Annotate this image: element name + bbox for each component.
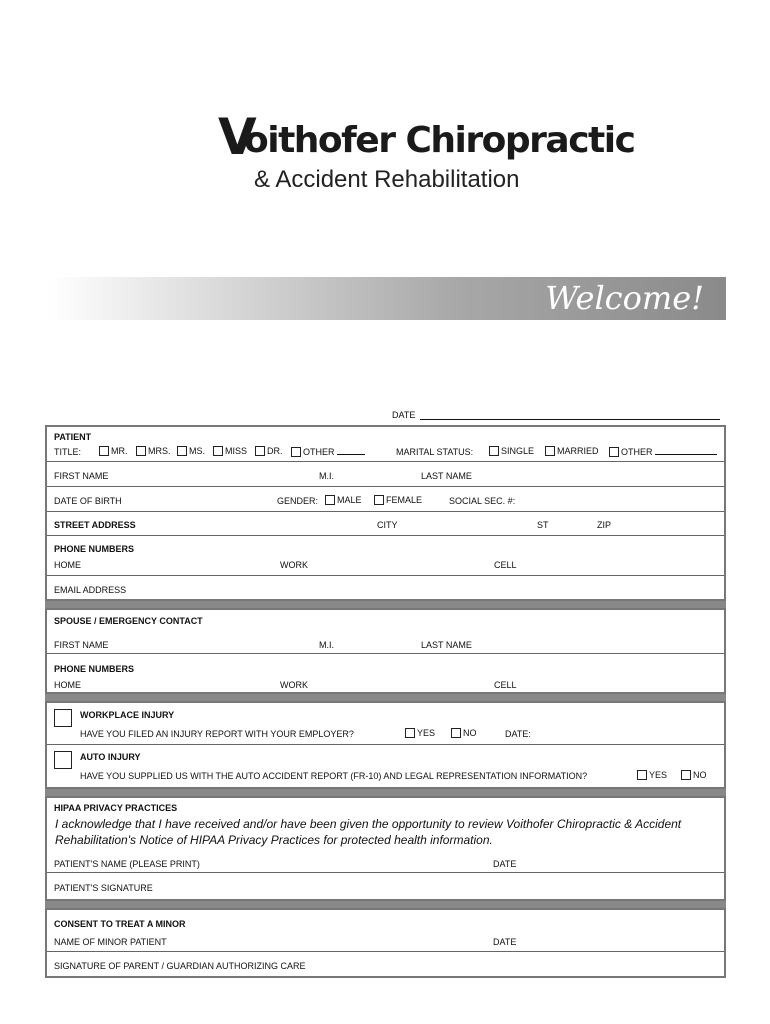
hipaa-heading: HIPAA PRIVACY PRACTICES <box>54 803 178 813</box>
spouse-last-name-label: LAST NAME <box>421 640 472 650</box>
form-date-field[interactable] <box>392 410 720 420</box>
patient-signature-label: PATIENT'S SIGNATURE <box>54 883 153 893</box>
workplace-yes-option[interactable]: YES <box>405 728 435 738</box>
injury-section <box>45 701 726 789</box>
single-checkbox[interactable] <box>489 446 499 456</box>
miss-checkbox[interactable] <box>213 446 223 456</box>
marital-other-option[interactable]: OTHER <box>609 446 717 457</box>
workplace-yes-checkbox[interactable] <box>405 728 415 738</box>
auto-no-checkbox[interactable] <box>681 770 691 780</box>
workplace-date-label: DATE: <box>505 729 531 739</box>
patient-signature-row[interactable] <box>47 873 724 899</box>
workplace-injury-row <box>47 703 724 745</box>
cell-phone-label: CELL <box>494 560 517 570</box>
spouse-work-label: WORK <box>280 680 308 690</box>
patient-phone-row[interactable] <box>47 536 724 576</box>
guardian-signature-label: SIGNATURE OF PARENT / GUARDIAN AUTHORIZING CARE <box>54 961 306 971</box>
mr-checkbox[interactable] <box>99 446 109 456</box>
title-miss-option[interactable]: MISS <box>213 446 247 456</box>
spouse-phone-heading: PHONE NUMBERS <box>54 664 135 674</box>
spouse-cell-label: CELL <box>494 680 517 690</box>
workplace-injury-checkbox[interactable] <box>54 709 72 727</box>
title-label: TITLE: <box>54 447 82 457</box>
dr-checkbox[interactable] <box>255 446 265 456</box>
date-line[interactable] <box>420 410 720 420</box>
auto-injury-heading: AUTO INJURY <box>80 752 141 762</box>
minor-name-label: NAME OF MINOR PATIENT <box>54 937 167 947</box>
auto-yes-checkbox[interactable] <box>637 770 647 780</box>
marital-married-option[interactable]: MARRIED <box>545 446 599 456</box>
clinic-subtitle: & Accident Rehabilitation <box>254 166 520 193</box>
patient-title-row <box>47 427 724 462</box>
patient-email-row[interactable] <box>47 576 724 599</box>
date-label: DATE <box>392 410 416 420</box>
dob-label: DATE OF BIRTH <box>54 496 122 506</box>
spouse-heading: SPOUSE / EMERGENCY CONTACT <box>54 616 203 626</box>
other-title-checkbox[interactable] <box>291 447 301 457</box>
patient-print-name-label: PATIENT'S NAME (PLEASE PRINT) <box>54 859 200 869</box>
auto-question: HAVE YOU SUPPLIED US WITH THE AUTO ACCIDENT REPORT (FR-10) AND LEGAL REPRESENTATION INFORMATION? <box>80 771 588 781</box>
minor-heading: CONSENT TO TREAT A MINOR <box>54 919 186 929</box>
clinic-name: V oithofer Chiropractic <box>218 108 635 166</box>
marital-single-option[interactable]: SINGLE <box>489 446 534 456</box>
title-other-option[interactable]: OTHER <box>291 446 365 457</box>
spouse-name-row[interactable] <box>47 610 724 654</box>
title-mr-option[interactable]: MR. <box>99 446 128 456</box>
marital-label: MARITAL STATUS: <box>396 447 474 457</box>
hipaa-notice-text: I acknowledge that I have received and/or have been given the opportunity to review Voithofer Chiropractic & Accident Rehabilitation's Notice of HIPAA Privacy Practices for protected health information. <box>55 817 682 847</box>
welcome-text: Welcome! <box>545 279 704 317</box>
gender-label: GENDER: <box>277 496 319 506</box>
workplace-injury-heading: WORKPLACE INJURY <box>80 710 175 720</box>
hipaa-notice-row[interactable] <box>47 798 724 873</box>
workplace-question: HAVE YOU FILED AN INJURY REPORT WITH YOUR EMPLOYER? <box>80 729 354 739</box>
ms-checkbox[interactable] <box>177 446 187 456</box>
other-marital-blank[interactable] <box>655 446 717 455</box>
section-divider <box>45 601 726 608</box>
mi-label: M.I. <box>319 471 334 481</box>
auto-injury-row <box>47 745 724 787</box>
section-divider <box>45 694 726 701</box>
auto-no-option[interactable]: NO <box>681 770 707 780</box>
work-phone-label: WORK <box>280 560 308 570</box>
other-title-blank[interactable] <box>337 446 365 455</box>
patient-address-row[interactable] <box>47 512 724 536</box>
home-phone-label: HOME <box>54 560 81 570</box>
spouse-first-name-label: FIRST NAME <box>54 640 109 650</box>
title-dr-option[interactable]: DR. <box>255 446 283 456</box>
gender-male-option[interactable]: MALE <box>325 495 362 505</box>
hipaa-section <box>45 796 726 901</box>
minor-date-label: DATE <box>493 937 517 947</box>
patient-name-row[interactable] <box>47 462 724 487</box>
spouse-phone-row[interactable] <box>47 654 724 692</box>
spouse-mi-label: M.I. <box>319 640 334 650</box>
hipaa-date-label: DATE <box>493 859 517 869</box>
spouse-home-label: HOME <box>54 680 81 690</box>
patient-dob-row[interactable] <box>47 487 724 512</box>
first-name-label: FIRST NAME <box>54 471 109 481</box>
workplace-no-checkbox[interactable] <box>451 728 461 738</box>
minor-name-row[interactable] <box>47 910 724 952</box>
other-marital-checkbox[interactable] <box>609 447 619 457</box>
auto-injury-checkbox[interactable] <box>54 751 72 769</box>
section-divider <box>45 901 726 908</box>
city-label: CITY <box>377 520 398 530</box>
state-label: ST <box>537 520 549 530</box>
male-checkbox[interactable] <box>325 495 335 505</box>
guardian-signature-row[interactable] <box>47 952 724 976</box>
patient-section <box>45 425 726 601</box>
female-checkbox[interactable] <box>374 495 384 505</box>
married-checkbox[interactable] <box>545 446 555 456</box>
patient-heading: PATIENT <box>54 432 92 442</box>
street-label: STREET ADDRESS <box>54 520 136 530</box>
gender-female-option[interactable]: FEMALE <box>374 495 422 505</box>
minor-consent-section <box>45 908 726 978</box>
title-mrs-option[interactable]: MRS. <box>136 446 171 456</box>
spouse-section <box>45 608 726 694</box>
auto-yes-option[interactable]: YES <box>637 770 667 780</box>
last-name-label: LAST NAME <box>421 471 472 481</box>
email-label: EMAIL ADDRESS <box>54 585 127 595</box>
workplace-no-option[interactable]: NO <box>451 728 477 738</box>
ssn-label: SOCIAL SEC. #: <box>449 496 516 506</box>
section-divider <box>45 789 726 796</box>
mrs-checkbox[interactable] <box>136 446 146 456</box>
zip-label: ZIP <box>597 520 612 530</box>
clinic-logo <box>218 96 635 196</box>
welcome-banner <box>48 277 726 320</box>
phone-heading: PHONE NUMBERS <box>54 544 135 554</box>
title-ms-option[interactable]: MS. <box>177 446 205 456</box>
